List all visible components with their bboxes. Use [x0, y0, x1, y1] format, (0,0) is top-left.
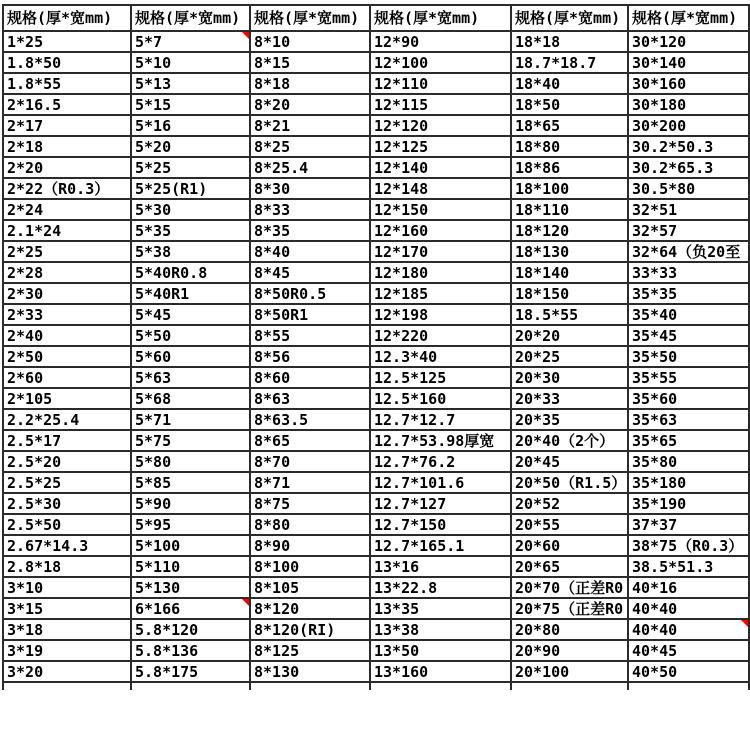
spec-cell: 20*30 — [511, 367, 628, 388]
spec-cell: 13*160 — [370, 661, 511, 682]
spec-cell-empty — [628, 682, 749, 690]
spec-column-header: 规格(厚*宽mm) — [370, 5, 511, 31]
spec-cell: 13*16 — [370, 556, 511, 577]
spec-cell: 13*50 — [370, 640, 511, 661]
spec-cell: 8*120 — [250, 598, 370, 619]
table-row — [3, 514, 749, 535]
spec-cell: 8*30 — [250, 178, 370, 199]
spec-cell: 5*20 — [131, 136, 250, 157]
spec-cell: 5*90 — [131, 493, 250, 514]
spec-cell: 2*50 — [3, 346, 131, 367]
spec-cell: 5*80 — [131, 451, 250, 472]
spec-cell: 3*20 — [3, 661, 131, 682]
comment-indicator-icon — [242, 32, 249, 39]
spec-cell: 13*22.8 — [370, 577, 511, 598]
spec-cell: 5*40R1 — [131, 283, 250, 304]
table-row — [3, 409, 749, 430]
spec-cell: 5.8*175 — [131, 661, 250, 682]
spec-cell: 5*60 — [131, 346, 250, 367]
table-row — [3, 640, 749, 661]
spec-cell: 2*22（R0.3） — [3, 178, 131, 199]
spec-cell: 12.7*165.1 — [370, 535, 511, 556]
spec-cell: 12*160 — [370, 220, 511, 241]
table-row — [3, 178, 749, 199]
spec-column-header: 规格(厚*宽mm) — [250, 5, 370, 31]
spec-cell: 20*25 — [511, 346, 628, 367]
table-row — [3, 31, 749, 52]
spec-cell: 2.5*17 — [3, 430, 131, 451]
spec-cell: 18*65 — [511, 115, 628, 136]
spec-column-header: 规格(厚*宽mm) — [511, 5, 628, 31]
spec-cell: 8*65 — [250, 430, 370, 451]
table-row — [3, 94, 749, 115]
spec-cell: 20*40（2个） — [511, 430, 628, 451]
spec-cell: 13*35 — [370, 598, 511, 619]
spec-cell: 12.5*160 — [370, 388, 511, 409]
spec-cell: 20*55 — [511, 514, 628, 535]
spec-cell: 5*68 — [131, 388, 250, 409]
comment-indicator-icon — [741, 620, 748, 627]
spec-cell-empty — [131, 682, 250, 690]
spec-cell: 18*80 — [511, 136, 628, 157]
spec-cell: 12.7*76.2 — [370, 451, 511, 472]
spec-cell: 2*60 — [3, 367, 131, 388]
spec-cell: 8*75 — [250, 493, 370, 514]
spec-cell: 32*64（负20至 — [628, 241, 749, 262]
spec-cell: 3*10 — [3, 577, 131, 598]
table-row — [3, 661, 749, 682]
spec-cell: 5*25 — [131, 157, 250, 178]
spec-cell: 40*45 — [628, 640, 749, 661]
table-row — [3, 346, 749, 367]
spec-cell: 5*71 — [131, 409, 250, 430]
spec-cell: 8*80 — [250, 514, 370, 535]
spec-cell: 8*105 — [250, 577, 370, 598]
table-row — [3, 220, 749, 241]
spec-cell: 8*50R1 — [250, 304, 370, 325]
spec-cell: 2*30 — [3, 283, 131, 304]
spec-cell: 40*40 — [628, 598, 749, 619]
header-row — [3, 5, 749, 31]
spec-cell: 2.5*25 — [3, 472, 131, 493]
spec-cell: 35*55 — [628, 367, 749, 388]
spec-cell: 35*65 — [628, 430, 749, 451]
spec-cell: 2*40 — [3, 325, 131, 346]
spec-cell: 40*50 — [628, 661, 749, 682]
spec-cell: 2*105 — [3, 388, 131, 409]
spec-cell: 8*20 — [250, 94, 370, 115]
table-row — [3, 304, 749, 325]
spec-cell: 2.5*20 — [3, 451, 131, 472]
table-row — [3, 199, 749, 220]
spec-cell: 18.7*18.7 — [511, 52, 628, 73]
spec-cell: 12*198 — [370, 304, 511, 325]
spec-cell: 8*63 — [250, 388, 370, 409]
spec-cell: 8*33 — [250, 199, 370, 220]
spec-cell: 1.8*55 — [3, 73, 131, 94]
spec-cell: 12.7*127 — [370, 493, 511, 514]
spec-cell: 2*25 — [3, 241, 131, 262]
spec-cell: 18*86 — [511, 157, 628, 178]
spec-cell: 12*125 — [370, 136, 511, 157]
spec-cell: 12*185 — [370, 283, 511, 304]
spec-cell: 8*45 — [250, 262, 370, 283]
spec-cell: 6*166 — [131, 598, 250, 619]
spec-cell: 3*15 — [3, 598, 131, 619]
table-row — [3, 283, 749, 304]
table-row — [3, 367, 749, 388]
spec-cell: 38.5*51.3 — [628, 556, 749, 577]
spec-cell: 8*10 — [250, 31, 370, 52]
spec-cell: 2*28 — [3, 262, 131, 283]
table-body — [3, 31, 749, 690]
spec-table — [2, 4, 750, 690]
spec-cell: 35*35 — [628, 283, 749, 304]
table-row — [3, 493, 749, 514]
spec-cell: 35*190 — [628, 493, 749, 514]
spec-cell: 20*35 — [511, 409, 628, 430]
spec-column-header: 规格(厚*宽mm) — [628, 5, 749, 31]
spec-sheet — [2, 4, 750, 690]
table-row — [3, 241, 749, 262]
spec-cell: 18*130 — [511, 241, 628, 262]
table-row — [3, 556, 749, 577]
table-row — [3, 619, 749, 640]
table-row — [3, 577, 749, 598]
spec-cell: 32*51 — [628, 199, 749, 220]
comment-indicator-icon — [242, 599, 249, 606]
spec-cell: 2.1*24 — [3, 220, 131, 241]
spec-cell: 18*50 — [511, 94, 628, 115]
spec-cell: 5*63 — [131, 367, 250, 388]
spec-cell: 30*140 — [628, 52, 749, 73]
spec-cell: 8*50R0.5 — [250, 283, 370, 304]
spec-cell: 18*18 — [511, 31, 628, 52]
table-row — [3, 157, 749, 178]
spec-cell: 8*56 — [250, 346, 370, 367]
spec-cell: 12*115 — [370, 94, 511, 115]
spec-cell: 2*24 — [3, 199, 131, 220]
spec-cell: 12*140 — [370, 157, 511, 178]
spec-cell: 2.5*30 — [3, 493, 131, 514]
spec-cell: 2*17 — [3, 115, 131, 136]
spec-cell: 5*85 — [131, 472, 250, 493]
spec-cell: 8*120(RI) — [250, 619, 370, 640]
spec-cell: 35*180 — [628, 472, 749, 493]
spec-cell: 12*170 — [370, 241, 511, 262]
table-row — [3, 136, 749, 157]
spec-cell-empty — [370, 682, 511, 690]
spec-cell: 2*33 — [3, 304, 131, 325]
spec-cell: 8*60 — [250, 367, 370, 388]
spec-cell: 18*140 — [511, 262, 628, 283]
spec-cell: 20*52 — [511, 493, 628, 514]
spec-cell: 12*180 — [370, 262, 511, 283]
spec-cell: 2.2*25.4 — [3, 409, 131, 430]
spec-cell: 20*70（正差R0 — [511, 577, 628, 598]
spec-cell: 8*25.4 — [250, 157, 370, 178]
spec-cell: 12*150 — [370, 199, 511, 220]
spec-cell: 18*40 — [511, 73, 628, 94]
spec-cell: 12.3*40 — [370, 346, 511, 367]
spec-cell: 5.8*120 — [131, 619, 250, 640]
table-row — [3, 325, 749, 346]
spec-cell: 5*10 — [131, 52, 250, 73]
spec-cell: 12.7*12.7 — [370, 409, 511, 430]
spec-cell: 5*40R0.8 — [131, 262, 250, 283]
spec-cell: 38*75（R0.3） — [628, 535, 749, 556]
spec-cell: 8*21 — [250, 115, 370, 136]
spec-cell: 12*100 — [370, 52, 511, 73]
spec-cell: 8*35 — [250, 220, 370, 241]
spec-cell: 8*70 — [250, 451, 370, 472]
spec-cell: 12.7*53.98厚宽 — [370, 430, 511, 451]
spec-cell: 33*33 — [628, 262, 749, 283]
spec-cell: 3*19 — [3, 640, 131, 661]
spec-cell: 20*80 — [511, 619, 628, 640]
spec-cell: 35*45 — [628, 325, 749, 346]
spec-cell: 37*37 — [628, 514, 749, 535]
spec-cell: 2.67*14.3 — [3, 535, 131, 556]
spec-cell: 20*90 — [511, 640, 628, 661]
spec-cell: 5*16 — [131, 115, 250, 136]
spec-cell: 5*130 — [131, 577, 250, 598]
spec-cell: 32*57 — [628, 220, 749, 241]
spec-cell: 12*110 — [370, 73, 511, 94]
spec-cell: 8*130 — [250, 661, 370, 682]
spec-cell: 12*148 — [370, 178, 511, 199]
spec-cell-empty — [511, 682, 628, 690]
spec-cell: 5*50 — [131, 325, 250, 346]
spec-cell: 2.8*18 — [3, 556, 131, 577]
spec-cell-empty — [250, 682, 370, 690]
table-row — [3, 388, 749, 409]
spec-cell: 8*90 — [250, 535, 370, 556]
spec-cell: 12*220 — [370, 325, 511, 346]
spec-cell: 5*15 — [131, 94, 250, 115]
spec-cell: 5*95 — [131, 514, 250, 535]
spec-cell: 1.8*50 — [3, 52, 131, 73]
spec-cell: 30.2*65.3 — [628, 157, 749, 178]
spec-cell: 12*90 — [370, 31, 511, 52]
spec-cell: 20*100 — [511, 661, 628, 682]
spec-cell: 5*110 — [131, 556, 250, 577]
table-row — [3, 598, 749, 619]
table-row — [3, 52, 749, 73]
spec-cell: 2*18 — [3, 136, 131, 157]
spec-cell: 12.7*101.6 — [370, 472, 511, 493]
spec-cell: 20*33 — [511, 388, 628, 409]
spec-cell: 30*120 — [628, 31, 749, 52]
spec-cell: 18*120 — [511, 220, 628, 241]
spec-cell: 35*80 — [628, 451, 749, 472]
spec-cell: 8*100 — [250, 556, 370, 577]
table-row — [3, 472, 749, 493]
spec-cell: 8*125 — [250, 640, 370, 661]
spec-cell: 5.8*136 — [131, 640, 250, 661]
spec-cell: 18.5*55 — [511, 304, 628, 325]
spec-cell: 18*100 — [511, 178, 628, 199]
clipped-row — [3, 682, 749, 690]
spec-cell: 12.5*125 — [370, 367, 511, 388]
spec-column-header: 规格(厚*宽mm) — [131, 5, 250, 31]
table-row — [3, 262, 749, 283]
spec-cell: 5*13 — [131, 73, 250, 94]
table-row — [3, 535, 749, 556]
spec-cell: 20*75（正差R0 — [511, 598, 628, 619]
spec-cell: 5*30 — [131, 199, 250, 220]
spec-cell-empty — [3, 682, 131, 690]
spec-cell: 18*110 — [511, 199, 628, 220]
spec-cell: 8*71 — [250, 472, 370, 493]
spec-cell: 12*120 — [370, 115, 511, 136]
spec-cell: 30*200 — [628, 115, 749, 136]
spec-column-header: 规格(厚*宽mm) — [3, 5, 131, 31]
spec-cell: 5*25(R1) — [131, 178, 250, 199]
spec-cell: 30.2*50.3 — [628, 136, 749, 157]
spec-cell: 8*25 — [250, 136, 370, 157]
spec-cell: 20*50（R1.5） — [511, 472, 628, 493]
spec-cell: 8*15 — [250, 52, 370, 73]
spec-cell: 2.5*50 — [3, 514, 131, 535]
spec-cell: 35*60 — [628, 388, 749, 409]
spec-cell: 30*160 — [628, 73, 749, 94]
spec-cell: 20*45 — [511, 451, 628, 472]
spec-cell: 35*50 — [628, 346, 749, 367]
spec-cell: 40*16 — [628, 577, 749, 598]
spec-cell: 20*60 — [511, 535, 628, 556]
spec-cell: 5*100 — [131, 535, 250, 556]
spec-cell: 30.5*80 — [628, 178, 749, 199]
spec-cell: 40*40 — [628, 619, 749, 640]
table-row — [3, 451, 749, 472]
spec-cell: 1*25 — [3, 31, 131, 52]
table-row — [3, 115, 749, 136]
spec-cell: 20*65 — [511, 556, 628, 577]
spec-cell: 2*16.5 — [3, 94, 131, 115]
spec-cell: 30*180 — [628, 94, 749, 115]
spec-cell: 8*40 — [250, 241, 370, 262]
table-row — [3, 430, 749, 451]
spec-cell: 8*63.5 — [250, 409, 370, 430]
spec-cell: 5*45 — [131, 304, 250, 325]
spec-cell: 8*55 — [250, 325, 370, 346]
spec-cell: 3*18 — [3, 619, 131, 640]
spec-cell: 5*38 — [131, 241, 250, 262]
spec-cell: 12.7*150 — [370, 514, 511, 535]
spec-cell: 18*150 — [511, 283, 628, 304]
spec-cell: 5*75 — [131, 430, 250, 451]
spec-cell: 5*7 — [131, 31, 250, 52]
spec-cell: 5*35 — [131, 220, 250, 241]
spec-cell: 2*20 — [3, 157, 131, 178]
table-row — [3, 73, 749, 94]
spec-cell: 20*20 — [511, 325, 628, 346]
spec-cell: 13*38 — [370, 619, 511, 640]
spec-cell: 8*18 — [250, 73, 370, 94]
spec-cell: 35*40 — [628, 304, 749, 325]
spec-cell: 35*63 — [628, 409, 749, 430]
